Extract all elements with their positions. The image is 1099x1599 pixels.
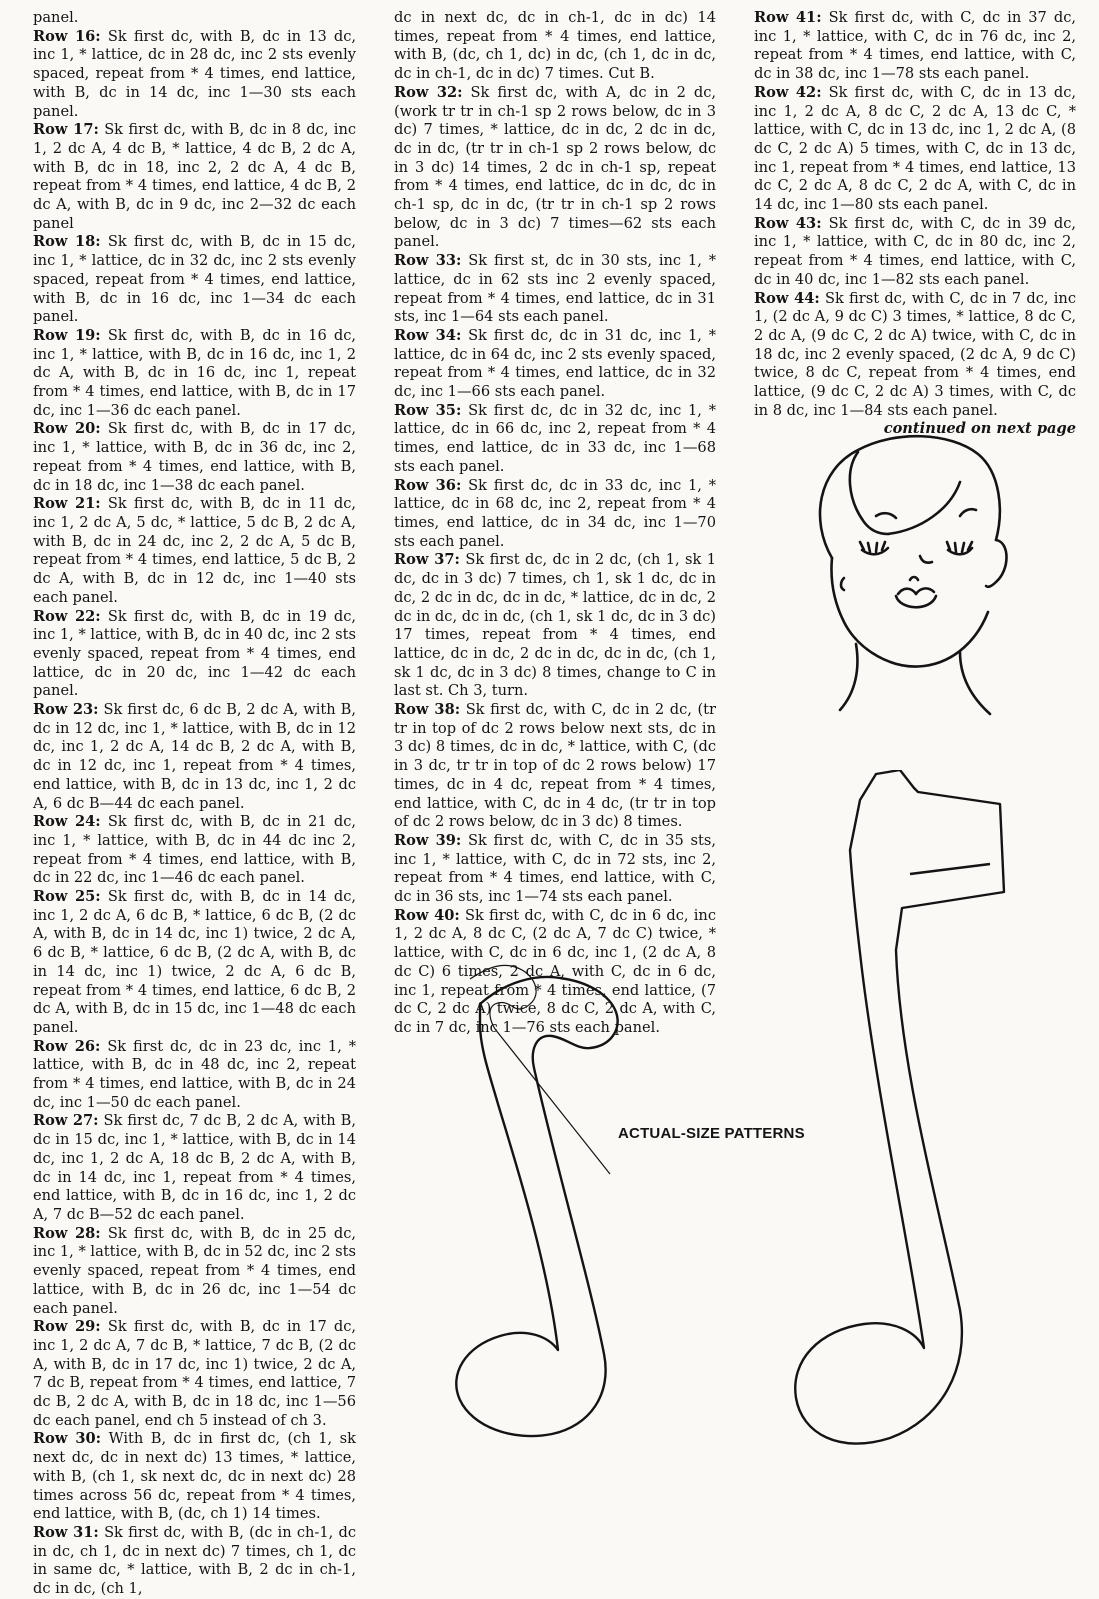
row-list [394, 84, 716, 1038]
row-text: Sk first dc, dc in 32 dc, inc 1, * lattice, dc in 66 dc, inc 2, repeat from * 4 times, end lattice, dc in 33 dc, inc 1—68 sts each panel. [394, 401, 717, 475]
pattern-row [754, 84, 1076, 215]
row-label: Row 37: [394, 551, 460, 569]
pattern-row [33, 233, 356, 327]
row-text: Sk first dc, dc in 23 dc, inc 1, * lattice, with B, dc in 48 dc, inc 2, repeat from * 4 times, end lattice, with B, dc in 24 dc, inc 1—50 dc each panel. [33, 1037, 356, 1111]
row-text: Sk first dc, with B, dc in 13 dc, inc 1, * lattice, dc in 28 dc, inc 2 sts evenly spaced, repeat from * 4 times, end lattice, with B, dc in 14 dc, inc 1—30 sts each panel. [33, 27, 357, 120]
row-label: Row 31: [33, 1523, 99, 1541]
pattern-row [33, 813, 356, 888]
row-text: Sk first dc, with B, dc in 14 dc, inc 1, 2 dc A, 6 dc B, * lattice, 6 dc B, (2 dc A, with B, dc in 14 dc, inc 1) twice, 2 dc A, 6 dc B, * lattice, 6 dc B, (2 dc A, with B, dc in 14 dc, inc 1) twice, 2 dc A, 6 dc B, repeat from * 4 times, end lattice, 6 dc B, 2 dc A, with B, dc in 15 dc, inc 1—48 dc each panel. [33, 888, 357, 1036]
row-label: Row 18: [33, 233, 101, 251]
column-left [33, 9, 356, 1599]
row-label: Row 36: [394, 476, 462, 494]
pattern-row [33, 121, 356, 233]
music-note-pattern-medium [790, 770, 1090, 1460]
row-text: With B, dc in first dc, (ch 1, sk next dc, dc in next dc) 13 times, * lattice, with B, (ch 1, sk next dc, dc in next dc) 28 times across 56 dc, repeat from * 4 times, end lattice, with B, (dc, ch 1) 14 times. [33, 1430, 357, 1523]
row-text: Sk first dc, with C, dc in 2 dc, (tr tr in top of dc 2 rows below next sts, dc in 3 dc) 8 times, dc in dc, * lattice, with C, (dc in 3 dc, tr tr in top of dc 2 rows below) 17 times, dc in 4 dc, repeat from * 4 times, end lattice, with C, dc in 4 dc, (tr tr in top of dc 2 rows below, dc in 3 dc) 8 times. [394, 701, 717, 831]
row-label: Row 16: [33, 27, 101, 45]
row-label: Row 43: [754, 214, 822, 232]
row-text: Sk first dc, with C, dc in 13 dc, inc 1, 2 dc A, 8 dc C, 2 dc A, 13 dc C, * lattice, with C, dc in 13 dc, inc 1, 2 dc A, (8 dc C, 2 dc A) 5 times, with C, dc in 13 dc, inc 1, repeat from * 4 times, end lattice, 13 dc C, 2 dc A, 8 dc C, 2 dc A, with C, dc in 14 dc, inc 1—80 sts each panel. [754, 83, 1077, 214]
row-label: Row 28: [33, 1224, 101, 1242]
row-text: Sk first dc, dc in 33 dc, inc 1, * lattice, dc in 68 dc, inc 2, repeat from * 4 times, end lattice, dc in 34 dc, inc 1—70 sts each panel. [394, 476, 717, 550]
row-text: Sk first dc, with C, dc in 6 dc, inc 1, 2 dc A, 8 dc C, (2 dc A, 7 dc C) twice, * lattice, with C, dc in 6 dc, inc 1, (2 dc A, 8 dc C) 6 times, 2 dc A, with C, dc in 6 dc, inc 1, repeat from * 4 times, end lattice, (7 dc C, 2 dc A) twice, 8 dc C, 2 dc A, with C, dc in 7 dc, inc 1—76 sts each panel. [394, 906, 716, 1036]
row-text: Sk first dc, with C, dc in 7 dc, inc 1, (2 dc A, 9 dc C) 3 times, * lattice, 8 dc C, 2 dc A, (9 dc C, 2 dc A) twice, with C, dc in 18 dc, inc 2 evenly spaced, (2 dc A, 9 dc C) twice, 8 dc C, repeat from * 4 times, end lattice, (9 dc C, 2 dc A) 3 times, with C, dc in 8 dc, inc 1—84 sts each panel. [754, 289, 1076, 419]
pattern-row [754, 9, 1076, 84]
row-text: Sk first dc, with B, dc in 17 dc, inc 1, * lattice, with B, dc in 36 dc, inc 2, repeat from * 4 times, end lattice, with B, dc in 18 dc, inc 1—38 dc each panel. [33, 420, 357, 494]
music-note-pattern-large [440, 964, 650, 1444]
row-label: Row 20: [33, 420, 101, 438]
patterns-label: ACTUAL-SIZE PATTERNS [618, 1125, 805, 1142]
pattern-row [33, 1112, 356, 1224]
pattern-row [33, 1038, 356, 1113]
pattern-row [33, 1524, 356, 1599]
row-label: Row 25: [33, 888, 101, 906]
pattern-row [394, 327, 716, 402]
row-label: Row 35: [394, 401, 462, 419]
row-label: Row 23: [33, 701, 99, 719]
pattern-row [394, 832, 716, 907]
pattern-row [33, 327, 356, 421]
pattern-row [33, 1225, 356, 1319]
pattern-row [394, 252, 716, 327]
row-list [754, 9, 1076, 420]
row-label: Row 26: [33, 1037, 101, 1055]
row-label: Row 19: [33, 326, 101, 344]
row-text: Sk first dc, with B, dc in 21 dc, inc 1, * lattice, with B, dc in 44 dc inc 2, repeat from * 4 times, end lattice, with B, dc in 22 dc, inc 1—46 dc each panel. [33, 813, 357, 887]
pattern-row [33, 28, 356, 122]
row-label: Row 32: [394, 83, 463, 101]
pattern-row [33, 701, 356, 813]
row-text: Sk first dc, with C, dc in 37 dc, inc 1, * lattice, with C, dc in 76 dc, inc 2, repeat from * 4 times, end lattice, with C, dc in 38 dc, inc 1—78 sts each panel. [754, 9, 1077, 83]
pattern-row [33, 1318, 356, 1430]
row-text: Sk first dc, with B, dc in 17 dc, inc 1, 2 dc A, 7 dc B, * lattice, 7 dc B, (2 dc A, with B, dc in 17 dc, inc 1) twice, 2 dc A, 7 dc B, repeat from * 4 times, end lattice, 7 dc B, 2 dc A, with B, dc in 18 dc, inc 1—56 dc each panel, end ch 5 instead of ch 3. [33, 1318, 357, 1429]
row-label: Row 39: [394, 831, 462, 849]
row-text: Sk first dc, with B, dc in 25 dc, inc 1, * lattice, with B, dc in 52 dc, inc 2 sts evenly spaced, repeat from * 4 times, end lattice, with B, dc in 26 dc, inc 1—54 dc each panel. [33, 1224, 357, 1317]
row-label: Row 29: [33, 1318, 101, 1336]
column-right [754, 9, 1076, 439]
row-text: Sk first st, dc in 30 sts, inc 1, * lattice, dc in 62 sts inc 2 evenly spaced, repeat from * 4 times, end lattice, dc in 31 sts, inc 1—64 sts each panel. [394, 252, 716, 326]
face-pattern-illustration [800, 430, 1020, 720]
pattern-row [394, 402, 716, 477]
row-label: Row 38: [394, 701, 461, 719]
row-label: Row 44: [754, 289, 820, 307]
row-text: Sk first dc, with B, dc in 19 dc, inc 1, * lattice, with B, dc in 40 dc, inc 2 sts evenly spaced, repeat from * 4 times, end lattice, dc in 20 dc, inc 1—42 dc each panel. [33, 607, 357, 700]
column-middle [394, 9, 716, 1038]
row-label: Row 33: [394, 252, 462, 270]
row-label: Row 17: [33, 121, 99, 139]
row-list [33, 28, 356, 1599]
row-label: Row 41: [754, 9, 822, 26]
row-label: Row 27: [33, 1112, 99, 1130]
row-label: Row 21: [33, 495, 101, 513]
row-text: Sk first dc, 7 dc B, 2 dc A, with B, dc in 15 dc, inc 1, * lattice, with B, dc in 14 dc, inc 1, 2 dc A, 18 dc B, 2 dc A, with B, dc in 14 dc, inc 1, repeat from * 4 times, end lattice, with B, dc in 16 dc, inc 1, 2 dc A, 7 dc B—52 dc each panel. [33, 1112, 356, 1223]
pattern-row [394, 551, 716, 701]
row-text: Sk first dc, with B, dc in 8 dc, inc 1, 2 dc A, 4 dc B, * lattice, 4 dc B, 2 dc A, with B, dc in 18, inc 2, 2 dc A, 4 dc B, repeat from * 4 times, end lattice, 4 dc B, 2 dc A, with B, dc in 9 dc, inc 2—32 dc each panel [33, 121, 357, 232]
row-text: Sk first dc, with C, dc in 39 dc, inc 1, * lattice, with C, dc in 80 dc, inc 2, repeat from * 4 times, end lattice, with C, dc in 40 dc, inc 1—82 sts each panel. [754, 214, 1077, 288]
row-text: Sk first dc, dc in 31 dc, inc 1, * lattice, dc in 64 dc, inc 2 sts evenly spaced, repeat from * 4 times, end lattice, dc in 32 dc, inc 1—66 sts each panel. [394, 326, 717, 401]
row-text: Sk first dc, with B, dc in 11 dc, inc 1, 2 dc A, 5 dc, * lattice, 5 dc B, 2 dc A, with B, dc in 24 dc, inc 2, 2 dc A, 5 dc B, repeat from * 4 times, end lattice, 5 dc B, 2 dc A, with B, dc in 12 dc, inc 1—40 sts each panel. [33, 495, 357, 606]
row-text: Sk first dc, with C, dc in 35 sts, inc 1, * lattice, with C, dc in 72 sts, inc 2, repeat from * 4 times, end lattice, with C, dc in 36 sts, inc 1—74 sts each panel. [394, 831, 716, 906]
row-label: Row 40: [394, 906, 460, 924]
row-text: Sk first dc, 6 dc B, 2 dc A, with B, dc in 12 dc, inc 1, * lattice, with B, dc in 12 dc, inc 1, 2 dc A, 14 dc B, 2 dc A, with B, dc in 12 dc, inc 1, repeat from * 4 times, end lattice, with B, dc in 13 dc, inc 1, 2 dc A, 6 dc B—44 dc each panel. [33, 701, 356, 812]
row-label: Row 42: [754, 83, 822, 101]
row-label: Row 24: [33, 813, 101, 831]
pattern-row [33, 495, 356, 607]
continuation-text: dc in next dc, dc in ch-1, dc in dc) 14 times, repeat from * 4 times, end lattice, with B, (dc, ch 1, dc) in dc, (ch 1, dc in dc, dc in ch-1, dc in dc) 7 times. Cut B. [394, 9, 716, 83]
continuation-text: panel. [33, 9, 79, 26]
row-text: Sk first dc, with A, dc in 2 dc, (work tr tr in ch-1 sp 2 rows below, dc in 3 dc) 7 times, * lattice, dc in dc, 2 dc in dc, dc in dc, (tr tr in ch-1 sp 2 rows below, dc in 3 dc) 14 times, 2 dc in ch-1 sp, repeat from * 4 times, end lattice, dc in dc, dc in ch-1 sp, dc in dc, (tr tr in ch-1 sp 2 rows below, dc in 3 dc) 7 times—62 sts each panel. [394, 83, 717, 251]
pattern-row [33, 420, 356, 495]
pattern-row [394, 701, 716, 832]
row-text: Sk first dc, with B, dc in 16 dc, inc 1, * lattice, with B, dc in 16 dc, inc 1, 2 dc A, with B, dc in 16 dc, inc 1, repeat from * 4 times, end lattice, with B, dc in 17 dc, inc 1—36 dc each panel. [33, 326, 357, 419]
pattern-row [33, 888, 356, 1038]
pattern-row [33, 1430, 356, 1524]
row-label: Row 22: [33, 607, 101, 625]
pattern-row [394, 84, 716, 252]
row-label: Row 30: [33, 1430, 102, 1448]
row-label: Row 34: [394, 326, 462, 344]
pattern-row [33, 608, 356, 702]
pattern-row [754, 290, 1076, 421]
row-text: Sk first dc, with B, (dc in ch-1, dc in dc, ch 1, dc in next dc) 7 times, ch 1, dc in same dc, * lattice, with B, 2 dc in ch-1, dc in dc, (ch 1, [33, 1523, 357, 1598]
pattern-row [754, 215, 1076, 290]
continued-note: continued on next page [883, 420, 1076, 438]
pattern-row [394, 477, 716, 552]
row-text: Sk first dc, with B, dc in 15 dc, inc 1, * lattice, dc in 32 dc, inc 2 sts evenly spaced, repeat from * 4 times, end lattice, with B, dc in 16 dc, inc 1—34 dc each panel. [33, 233, 357, 326]
row-text: Sk first dc, dc in 2 dc, (ch 1, sk 1 dc, dc in 3 dc) 7 times, ch 1, sk 1 dc, dc in dc, 2 dc in dc, dc in dc, * lattice, dc in dc, 2 dc in dc, dc in dc, (ch 1, sk 1 dc, dc in 3 dc) 17 times, repeat from * 4 times, end lattice, dc in dc, 2 dc in dc, dc in dc, (ch 1, sk 1 dc, dc in 3 dc) 8 times, change to C in last st. Ch 3, turn. [394, 551, 717, 700]
